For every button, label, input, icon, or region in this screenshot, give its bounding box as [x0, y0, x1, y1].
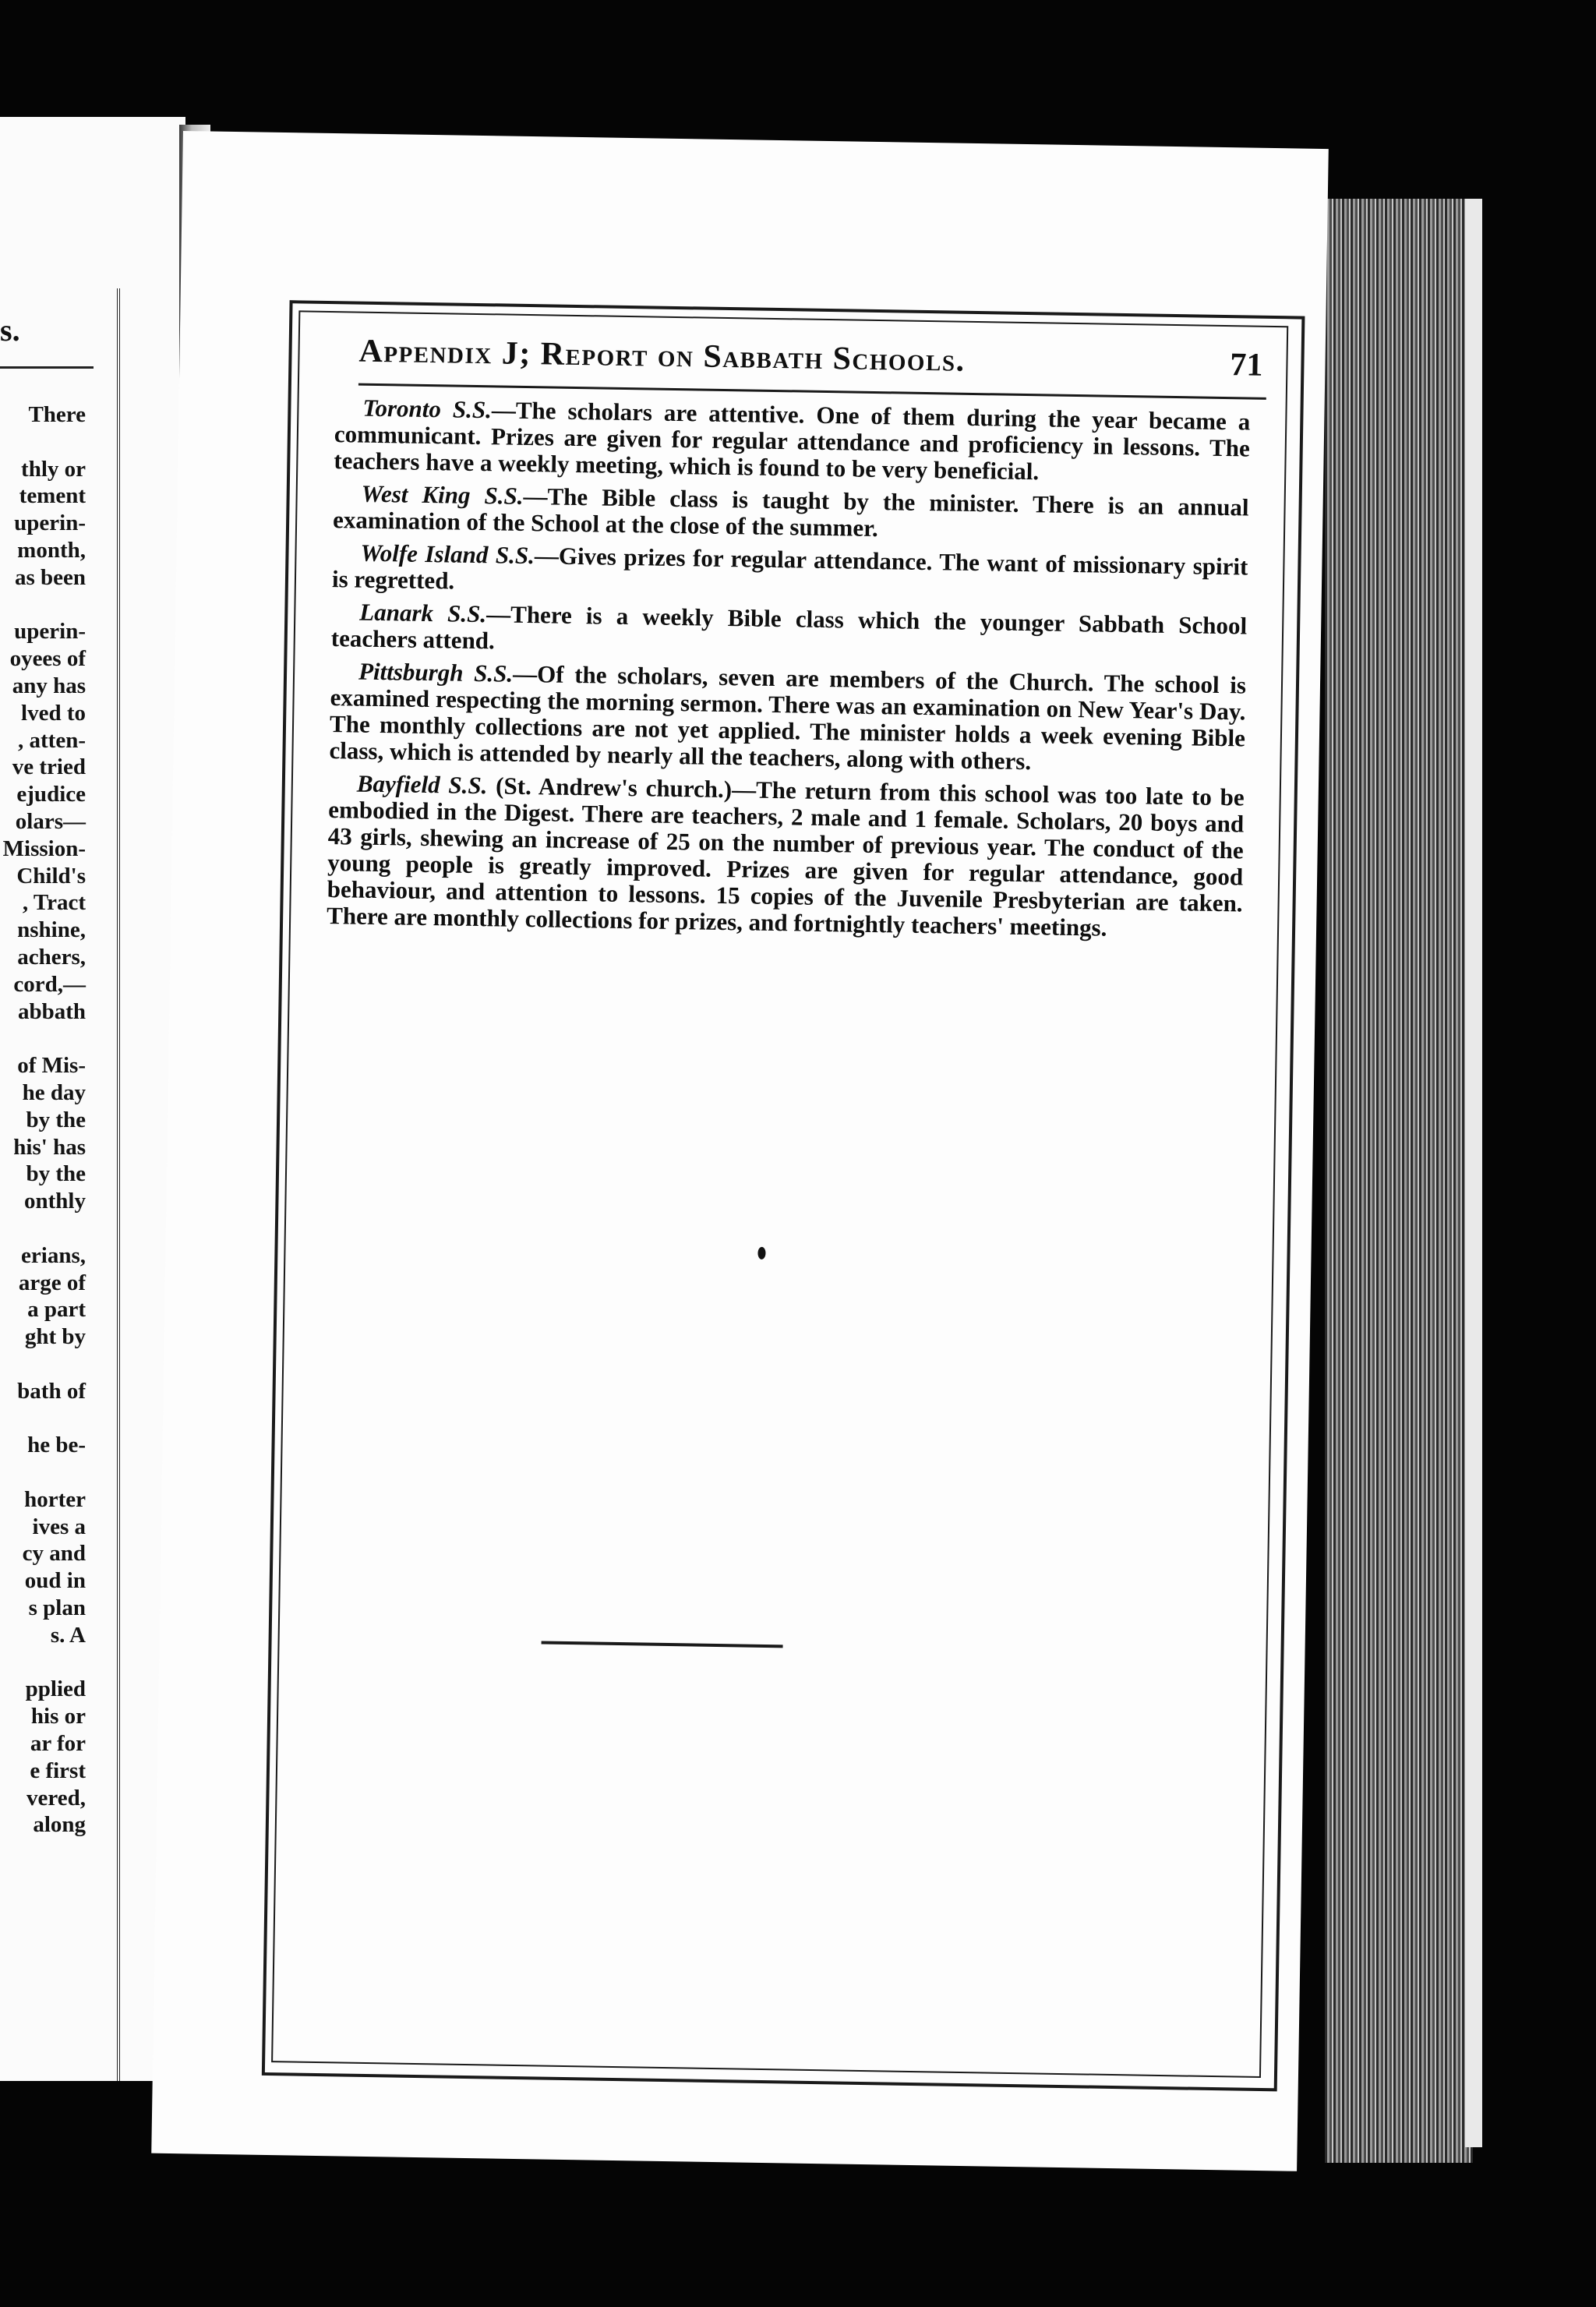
page-number: 71 — [1230, 347, 1263, 383]
paragraph-lanark — [331, 599, 1248, 666]
left-page-line: horter — [24, 1486, 86, 1512]
school-name: Lanark S.S. — [359, 598, 487, 628]
left-page-line: by the — [26, 1161, 86, 1187]
left-page-line: tement — [19, 483, 86, 509]
left-page-line: s. A — [50, 1622, 86, 1648]
left-page-line: a part — [27, 1297, 86, 1323]
paragraph-pittsburgh — [329, 658, 1246, 778]
left-page-line: ejudice — [16, 782, 86, 807]
school-name: Bayfield S.S. — [356, 769, 488, 800]
left-page-line: cy and — [22, 1541, 86, 1567]
left-page-line: Mission- — [2, 836, 86, 861]
left-page-line: month, — [17, 537, 86, 563]
left-page-line: oyees of — [9, 646, 86, 672]
left-page-line: uperin- — [14, 511, 86, 536]
left-page-line: , Tract — [22, 890, 86, 916]
running-title: Appendix J; Report on Sabbath Schools. — [358, 333, 966, 379]
left-page-line: erians, — [21, 1242, 86, 1268]
paragraph-text: —Gives prizes for regular attendance. The want of missionary spirit is regretted. — [331, 542, 1248, 595]
left-page-line: of Mis- — [17, 1053, 86, 1079]
left-page-line: There — [28, 402, 86, 427]
school-name: Toronto S.S. — [362, 394, 493, 424]
left-page-line: lved to — [21, 700, 86, 726]
left-page-line: , atten- — [18, 727, 86, 753]
left-page-line: vered, — [26, 1785, 86, 1811]
left-page-line: his' has — [13, 1134, 86, 1160]
left-page-line: e first — [30, 1758, 86, 1783]
paragraph-text: —There is a weekly Bible class which the younger Sabbath School teachers attend. — [330, 600, 1248, 655]
paragraph-bayfield — [327, 770, 1245, 943]
left-page-line: thly or — [21, 456, 86, 482]
left-page-line: uperin- — [14, 619, 86, 645]
left-page-line: onthly — [24, 1189, 86, 1214]
left-page-line: ives a — [32, 1514, 86, 1539]
paragraph-wolfe-island — [332, 539, 1248, 606]
left-page-line: along — [33, 1812, 86, 1838]
left-page-heading-fragment: s. — [0, 313, 20, 348]
left-page-line: olars— — [15, 808, 86, 834]
left-page-line: arge of — [18, 1270, 86, 1295]
report-body — [327, 394, 1251, 949]
left-page-line: he be- — [27, 1433, 86, 1458]
left-page-line: oud in — [24, 1568, 86, 1594]
school-name: West King S.S. — [361, 479, 524, 510]
paragraph-toronto — [334, 394, 1250, 488]
left-page-line: s plan — [28, 1595, 86, 1621]
school-name: Wolfe Island S.S. — [360, 539, 535, 570]
left-page-line: he day — [22, 1079, 86, 1105]
left-page-line: ar for — [30, 1731, 86, 1757]
left-page-line: cord,— — [13, 971, 86, 997]
paragraph-text: —The Bible class is taught by the minister. There is an annual examination of the School at the close of the summer. — [332, 482, 1249, 542]
left-page-line: bath of — [17, 1378, 86, 1404]
left-page-line: by the — [26, 1107, 86, 1132]
left-page-line: abbath — [17, 998, 86, 1024]
right-page — [151, 131, 1329, 2171]
left-page-line: nshine, — [17, 917, 86, 943]
paragraph-text: —The scholars are attentive. One of them during the year became a communicant. Prizes are given for regular attendance and proficiency in lessons. The teachers have a weekly meeting, which is found to be very beneficial. — [334, 396, 1251, 486]
page-edges — [1325, 199, 1473, 2163]
left-page-line: any has — [12, 673, 86, 698]
left-page-line: as been — [14, 564, 86, 590]
paragraph-west-king — [333, 480, 1249, 547]
left-page-line: pplied — [25, 1676, 86, 1702]
left-page-frame — [0, 288, 120, 2081]
left-page-line: his or — [30, 1704, 86, 1729]
paragraph-text: —Of the scholars, seven are members of the Church. The school is examined respecting the morning sermon. There was an examination on New Year's Day. The monthly collections are not yet applied. The minister holds a week evening Bible class, which is attended by nearly all the teachers, along with others. — [329, 659, 1247, 775]
paragraph-text: (St. Andrew's church.)—The return from this school was too late to be embodied in the Digest. There are teachers, 2 male and 1 female. Scholars, 20 boys and 43 girls, shewing an increase of 25 on the number of previous year. The conduct of the young people is greatly improved. Prizes are given for regular attendance, good behaviour, and attention to lessons. 15 copies of the Juvenile Presbyterian are taken. There are monthly collections for prizes, and fortnightly teachers' meetings. — [326, 772, 1245, 942]
page-edge-highlight — [1465, 199, 1482, 2147]
school-name: Pittsburgh S.S. — [358, 657, 514, 687]
left-page-line: ght by — [24, 1324, 86, 1350]
left-page-line: Child's — [16, 863, 86, 889]
left-page-line: ve tried — [12, 754, 86, 780]
left-page-line: achers, — [17, 944, 86, 970]
